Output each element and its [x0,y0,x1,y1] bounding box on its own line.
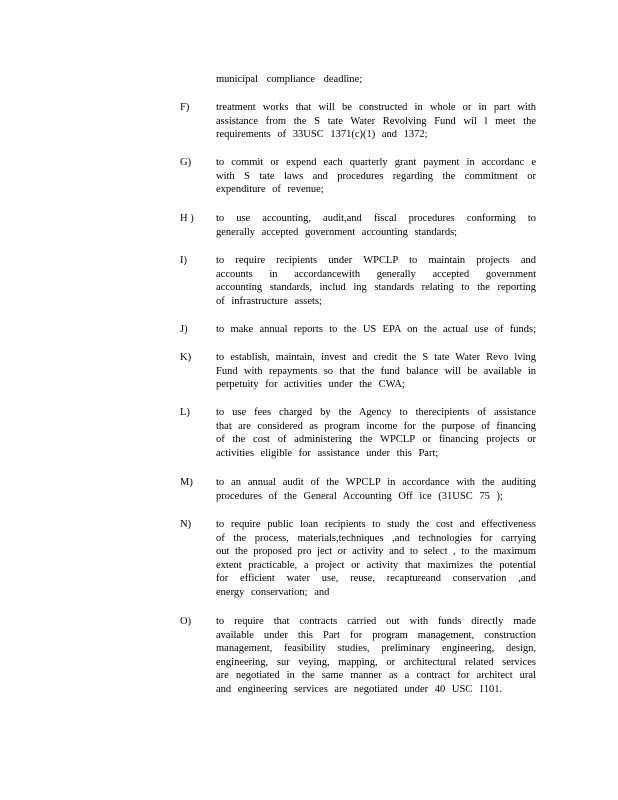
item-marker: F) [180,102,190,113]
item-marker: G) [180,157,192,168]
item-text [216,351,536,392]
item-line: activities eligible for assistance under this Part; [216,447,439,459]
item-line: available under this Part for program management, construction [216,629,536,641]
item-line: to establish, maintain, invest and credit the S tate Water Revo lving [216,352,536,363]
item-line: are negotiated in the same manner as a contract for architect ural [216,670,536,682]
item-line: of infrastructure assets; [216,295,322,307]
item-marker: H ) [180,213,194,224]
item-marker: O) [180,616,192,627]
item-line: that are considered as program income for the purpose of financing [216,420,536,432]
item-line: expenditure of revenue; [216,184,324,196]
item-text [216,615,536,697]
item-line: of the process, materials,techniques ,and technologies for carrying [216,532,536,544]
item-line: accounting standards, includ ing standards relating to the reporting [216,282,536,294]
item-text [216,518,536,600]
item-line: treatment works that will be constructed in whole or in part with [216,102,536,113]
item-text [216,406,536,460]
item-line: to an annual audit of the WPCLP in accordance with the auditing [216,477,536,488]
item-line: and engineering services are negotiated under 40 USC 1101. [216,683,503,695]
item-line: to require public loan recipients to study the cost and effectiveness [216,519,536,530]
item-line: engineering, sur veying, mapping, or architectural related services [216,656,536,668]
item-text [216,101,536,142]
item-line: procedures of the General Accounting Off ice (31USC 75 ); [216,490,503,502]
item-line: to use accounting, audit,and fiscal procedures conforming to [216,213,536,224]
item-text [216,212,536,239]
item-line: to use fees charged by the Agency to therecipients of assistance [216,407,536,418]
item-line: energy conservation; and [216,586,330,598]
item-line: for efficient water use, reuse, recaptureand conservation ,and [216,573,536,585]
item-line: requirements of 33USC 1371(c)(1) and 1372; [216,129,428,141]
item-line: management, feasibility studies, preliminary engineering, design, [216,643,536,655]
item-line: Fund with repayments so that the fund balance will be available in [216,365,536,377]
item-line: extent practicable, a project or activity that maximizes the potential [216,559,536,571]
item-line: to make annual reports to the US EPA on the actual use of funds; [216,324,536,335]
item-line: perpetuity for activities under the CWA; [216,379,405,391]
item-line: with S tate laws and procedures regarding the commitment or [216,170,536,182]
item-line: out the proposed pro ject or activity and to select , to the maximum [216,546,536,558]
item-line: to require recipients under WPCLP to maintain projects and [216,255,536,266]
item-marker: M) [180,477,193,488]
item-line: generally accepted government accounting standards; [216,226,458,238]
item-line: of the cost of administering the WPCLP or financing projects or [216,434,536,446]
item-text [216,156,536,197]
item-marker: J) [180,324,188,335]
item-text [216,254,536,308]
continued-line: municipal compliance deadline; [216,74,363,85]
item-line: assistance from the S tate Water Revolving Fund wil l meet the [216,115,536,127]
item-marker: N) [180,519,192,530]
item-line: accounts in accordancewith generally accepted government [216,268,536,280]
item-marker: K) [180,352,192,363]
item-text [216,476,536,503]
item-text [216,323,536,337]
item-marker: I) [180,255,187,266]
item-line: to require that contracts carried out with funds directly made [216,616,536,627]
item-line: to commit or expend each quarterly grant payment in accordanc e [216,157,536,168]
item-marker: L) [180,407,190,418]
